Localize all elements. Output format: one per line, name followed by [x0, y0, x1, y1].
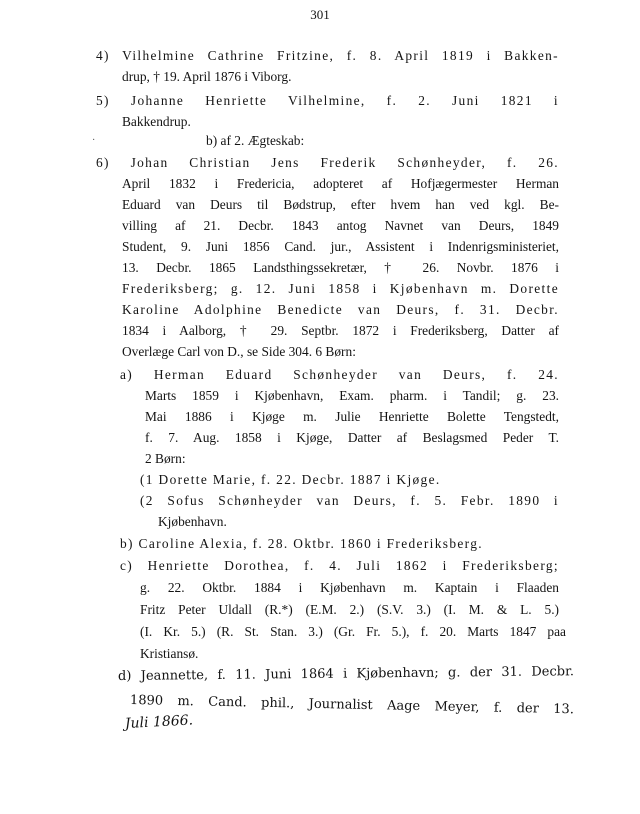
child-d-line-1: d) Jeannette, f. 11. Juni 1864 i Kjøbenhavn; g. der 31. Decbr.: [117, 664, 575, 684]
grandchild-1: (1 Dorette Marie, f. 22. Decbr. 1887 i Kjøge.: [140, 472, 441, 487]
section-heading: b) af 2. Ægteskab:: [206, 133, 305, 148]
entry-6-line-10: Overlæge Carl von D., se Side 304. 6 Børn:: [122, 344, 356, 359]
child-b: b) Caroline Alexia, f. 28. Oktbr. 1860 i Frederiksberg.: [120, 536, 483, 551]
page-number: 301: [310, 7, 330, 22]
book-page: 301 4) Vilhelmine Cathrine Fritzine, f. 8. April 1819 i Bakken- drup, † 19. April 1876 i Viborg. 5) Johanne Henriette Vilhelmine, f. 2. Juni 1821 i Bakkendrup. · b) af 2. Ægteskab: 6) Johan Christian Jens Frederik Schønheyder, f. 26. April 1832 i Fredericia, adopteret af Hofjægermester Herman Eduard van Deurs til Bødstrup, efter hvem han ved kgl. Be- villing af 21. Decbr. 1843 antog Navnet van Deurs, 1849 Student, 9. Juni 1856 Cand. jur., Assistent i Indenrigsministeriet, 13. Decbr. 1865 Landsthingssekretær, † 26. Novbr. 1876 i Frederiksberg; g. 12. Juni 1858 i Kjøbenhavn m. Dorette Karoline Adolphine Benedicte van Deurs, f. 31. Decbr. 1834 i Aalborg, † 29. Septbr. 1872 i Frederiksberg, Datter af Overlæge Carl von D., se Side 304. 6 Børn: a) Herman Eduard Schønheyder van Deurs, f. 24. Marts 1859 i Kjøbenhavn, Exam. pharm. i Tandil; g. 23. Mai 1886 i Kjøge m. Julie Henriette Bolette Tengstedt, f. 7. Aug. 1858 i Kjøge, Datter af Beslagsmed Peder T. 2 Børn: (1 Dorette Marie, f. 22. Decbr. 1887 i Kjøge. (2 Sofus Schønheyder van Deurs, f. 5. Febr. 1890 i Kjøbenhavn. b) Caroline Alexia, f. 28. Oktbr. 1860 i Frederiksberg. c) Henriette Dorothea, f. 4. Juli 1862 i Frederiksberg; g. 22. Oktbr. 1884 i Kjøbenhavn m. Kaptain i Flaaden Fritz Peter Uldall (R.*) (E.M. 2.) (S.V. 3.) (I. M. & L. 5.) (I. Kr. 5.) (R. St. Stan. 3.) (Gr. Fr. 5.), f. 20. Marts 1847 paa Kristiansø. d) Jeannette, f. 11. Juni 1864 i Kjøbenhavn; g. der 31. Decbr. 1890 m. Cand. phil., Journalist Aage Meyer, f. der 13. Juli 1866.: [0, 0, 640, 814]
child-c-line-1: c) Henriette Dorothea, f. 4. Juli 1862 i Frederiksberg;: [120, 558, 559, 573]
child-c-line-5: Kristiansø.: [140, 646, 199, 661]
entry-4-line-2: drup, † 19. April 1876 i Viborg.: [122, 69, 292, 84]
child-a-line-5: 2 Børn:: [145, 451, 186, 466]
grandchild-2-line-1: (2 Sofus Schønheyder van Deurs, f. 5. Febr. 1890 i: [140, 493, 559, 508]
entry-6-line-1: 6) Johan Christian Jens Frederik Schønheyder, f. 26.: [96, 155, 559, 170]
child-a-line-4: f. 7. Aug. 1858 i Kjøge, Datter af Beslagsmed Peder T.: [145, 430, 559, 445]
entry-6-line-7: Frederiksberg; g. 12. Juni 1858 i Kjøbenhavn m. Dorette: [122, 281, 559, 296]
child-c-line-3: Fritz Peter Uldall (R.*) (E.M. 2.) (S.V. 3.) (I. M. & L. 5.): [140, 602, 559, 617]
child-a-line-3: Mai 1886 i Kjøge m. Julie Henriette Bolette Tengstedt,: [145, 409, 559, 424]
entry-6-line-4: villing af 21. Decbr. 1843 antog Navnet van Deurs, 1849: [122, 218, 559, 233]
child-d-line-2: 1890 m. Cand. phil., Journalist Aage Meyer, f. der 13.: [129, 693, 575, 718]
entry-5-line-2: Bakkendrup.: [122, 114, 191, 129]
entry-4-line-1: 4) Vilhelmine Cathrine Fritzine, f. 8. April 1819 i Bakken-: [96, 48, 559, 63]
entry-6-line-6: 13. Decbr. 1865 Landsthingssekretær, † 26. Novbr. 1876 i: [122, 260, 559, 275]
entry-6-line-8: Karoline Adolphine Benedicte van Deurs, f. 31. Decbr.: [122, 302, 559, 317]
entry-5-line-1: 5) Johanne Henriette Vilhelmine, f. 2. Juni 1821 i: [96, 93, 559, 108]
entry-6-line-5: Student, 9. Juni 1856 Cand. jur., Assistent i Indenrigsministeriet,: [122, 239, 559, 254]
entry-6-line-9: 1834 i Aalborg, † 29. Septbr. 1872 i Frederiksberg, Datter af: [122, 323, 559, 338]
entry-6-line-2: April 1832 i Fredericia, adopteret af Hofjægermester Herman: [122, 176, 559, 191]
child-a-line-1: a) Herman Eduard Schønheyder van Deurs, f. 24.: [120, 367, 559, 382]
child-c-line-2: g. 22. Oktbr. 1884 i Kjøbenhavn m. Kaptain i Flaaden: [140, 580, 559, 595]
grandchild-2-line-2: Kjøbenhavn.: [158, 514, 227, 529]
entry-6-line-3: Eduard van Deurs til Bødstrup, efter hvem han ved kgl. Be-: [122, 197, 559, 212]
child-d-line-3: Juli 1866.: [124, 712, 194, 732]
child-c-line-4: (I. Kr. 5.) (R. St. Stan. 3.) (Gr. Fr. 5.), f. 20. Marts 1847 paa: [140, 624, 566, 639]
child-a-line-2: Marts 1859 i Kjøbenhavn, Exam. pharm. i Tandil; g. 23.: [145, 388, 559, 403]
